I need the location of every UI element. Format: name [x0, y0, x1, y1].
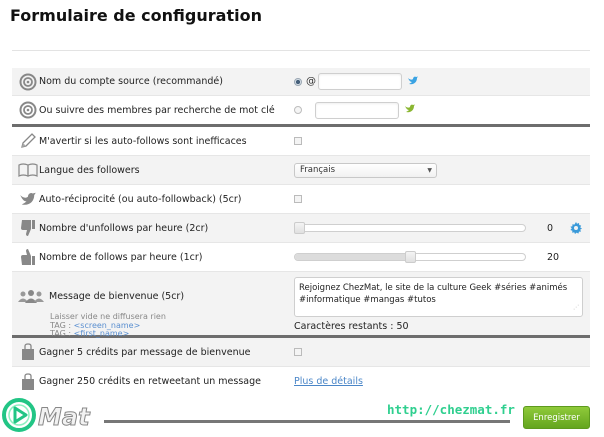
row-unfollows-per-hour	[12, 214, 590, 243]
source-account-input[interactable]	[318, 73, 402, 90]
slider-handle[interactable]	[405, 251, 416, 263]
gear-icon[interactable]	[570, 222, 582, 237]
slider-handle[interactable]	[294, 222, 305, 234]
row-auto-reciprocity	[12, 185, 590, 214]
shopping-bag-icon	[18, 342, 38, 362]
welcome-message-control	[294, 277, 583, 332]
characters-remaining: Caractères restants : 50	[294, 321, 409, 332]
source-account-label: Nom du compte source (recommandé)	[39, 76, 223, 87]
welcome-message-textarea[interactable]	[294, 277, 583, 317]
warn-inefficient-checkbox[interactable]	[294, 137, 302, 145]
auto-reciprocity-checkbox[interactable]	[294, 195, 302, 203]
thumbs-up-icon	[18, 247, 38, 267]
tag-first-name: <first_name>	[73, 329, 130, 338]
thumbs-down-icon	[18, 218, 38, 238]
auto-reciprocity-label: Auto-réciprocité (ou auto-followback) (5cr)	[39, 193, 242, 205]
earn-5-credits-label: Gagner 5 crédits par message de bienvenue	[39, 346, 251, 358]
tag-screen-name: <screen_name>	[73, 320, 141, 330]
slider-fill	[295, 254, 410, 260]
language-selected-value: Français	[300, 165, 336, 175]
shopping-bag-icon	[18, 372, 38, 392]
row-welcome-message	[12, 272, 590, 338]
configuration-form	[12, 68, 590, 396]
row-earn-5-credits	[12, 338, 590, 367]
row-source-account	[12, 68, 590, 96]
more-details-link[interactable]: Plus de détails	[294, 376, 363, 387]
row-followers-language	[12, 156, 590, 185]
at-symbol: @	[306, 76, 316, 87]
chevron-down-icon: ▼	[427, 166, 432, 174]
language-select[interactable]	[294, 163, 437, 178]
keyword-search-input[interactable]	[315, 102, 399, 119]
target-icon	[18, 100, 38, 120]
textarea-content: Rejoignez ChezMat, le site de la culture Geek #séries #animés #informatique #mangas #tutos	[299, 283, 568, 305]
users-group-icon	[18, 286, 44, 306]
unfollows-value: 0	[547, 222, 554, 234]
svg-text:Mat: Mat	[38, 403, 90, 431]
footer-divider	[230, 420, 510, 423]
follows-value: 20	[547, 251, 560, 263]
title-divider	[12, 50, 590, 51]
chezmat-logo	[0, 395, 104, 435]
keyword-search-radio[interactable]	[294, 106, 302, 114]
row-follows-per-hour	[12, 243, 590, 272]
target-icon	[18, 72, 38, 92]
resize-grip-icon[interactable]: ⋰	[573, 304, 579, 311]
page-title: Formulaire de configuration	[10, 6, 262, 25]
earn-250-credits-label: Gagner 250 crédits en retweetant un message	[39, 376, 261, 387]
footer-divider	[104, 420, 230, 423]
follows-per-hour-label: Nombre de follows par heure (1cr)	[39, 251, 203, 263]
followers-language-label: Langue des followers	[39, 164, 140, 176]
tag-prefix: TAG :	[50, 320, 74, 330]
book-icon	[18, 160, 38, 180]
row-keyword-search	[12, 96, 590, 127]
tag-prefix: TAG :	[50, 329, 74, 338]
welcome-message-hint	[50, 313, 166, 339]
follows-slider[interactable]	[294, 253, 526, 261]
welcome-message-label: Message de bienvenue (5cr)	[49, 291, 185, 302]
save-button[interactable]: Enregistrer	[523, 406, 590, 429]
twitter-bird-icon	[18, 189, 38, 209]
unfollows-slider[interactable]	[294, 224, 526, 232]
twitter-bird-blue-icon	[408, 76, 418, 88]
row-warn-inefficient	[12, 127, 590, 156]
twitter-bird-green-icon	[405, 104, 415, 116]
hint-text: Laisser vide ne diffusera rien	[50, 312, 166, 321]
row-earn-250-credits	[12, 367, 590, 396]
source-account-radio[interactable]	[294, 78, 302, 86]
site-url: http://chezmat.fr	[387, 402, 515, 417]
unfollows-per-hour-label: Nombre d'unfollows par heure (2cr)	[39, 222, 209, 234]
earn-5-credits-checkbox[interactable]	[294, 348, 302, 356]
warn-inefficient-label: M'avertir si les auto-follows sont inefficaces	[39, 135, 247, 147]
keyword-search-label: Ou suivre des membres par recherche de mot clé	[39, 104, 275, 116]
pencil-icon	[18, 131, 38, 151]
